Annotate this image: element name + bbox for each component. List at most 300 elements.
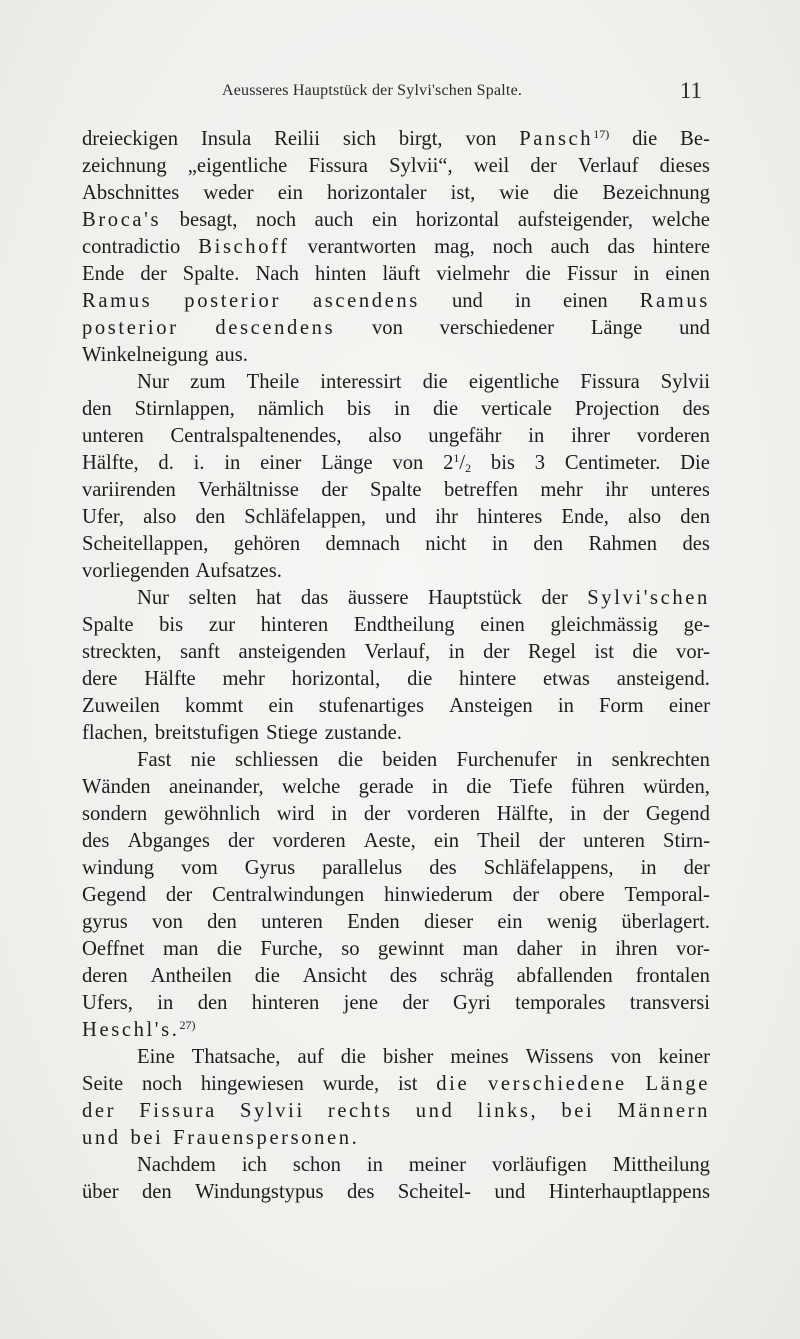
text-line [82,234,710,261]
word: den [141,1181,172,1203]
word: Bezeichnung [602,182,710,204]
word: keiner [658,1046,710,1068]
word: der [483,641,510,663]
word: vorliegenden Aufsatzes. [82,560,282,582]
word: man [462,938,499,960]
word: Enden [347,911,400,933]
word: aufsteigender, [517,209,634,231]
term-spaced: ascendens [312,290,420,312]
word: bisher [382,1046,434,1068]
word: noch [492,236,533,258]
word: der [402,992,429,1014]
word: vorderen [272,830,346,852]
word: hinteres [477,506,543,528]
word: der [538,830,566,852]
word: in [431,776,448,798]
word: contradictio [82,236,181,258]
word: des [682,398,710,420]
word: die [254,965,280,987]
word: Gyri [453,992,491,1014]
word: des [389,965,418,987]
term-spaced: Fissura [139,1100,217,1122]
author-name: Sylvi'schen [587,587,710,609]
text-line [82,153,710,180]
text-line [82,963,710,990]
word: horizontaler [327,182,427,204]
term-spaced: Sylvii [239,1100,305,1122]
page-number: 11 [679,78,702,103]
word: etwas [543,668,590,690]
word: welche [651,209,710,231]
word: ihren [615,938,658,960]
word: mag, [434,236,475,258]
word: ungefähr [428,425,502,447]
word: Länge [590,317,643,339]
word: welche [281,776,341,798]
footnote-ref: 17) [593,127,610,141]
text-line [82,1017,710,1044]
word: vor- [675,938,710,960]
text-line [82,1152,710,1179]
word: ist [594,641,614,663]
word: auch [550,236,590,258]
word: der [228,830,255,852]
text-line [82,531,710,558]
body-text [82,126,710,1206]
word: d. [158,452,174,474]
word: variirenden [82,479,176,501]
word: die [407,668,433,690]
word: Furchenufer [456,749,558,771]
word: unteres [650,479,710,501]
word: besagt, [179,209,238,231]
word: ihr [435,506,459,528]
word: den [197,992,228,1014]
term-spaced: rechts [327,1100,393,1122]
word: bis [490,452,515,474]
word: einer [668,695,710,717]
word: gewinnt [377,938,445,960]
word: einer [260,452,302,474]
word: transversi [629,992,710,1014]
word: unteren [82,425,144,447]
text-line [82,261,710,288]
word: in [528,425,545,447]
word: schon [292,1154,341,1176]
text-line [82,369,710,396]
word: gerade [358,776,414,798]
word: in [633,263,650,285]
word: und [385,506,417,528]
text-line [82,1098,710,1125]
word: in [580,938,597,960]
word: der [140,263,167,285]
word: gewöhnlich [163,803,260,825]
word: windung [82,857,155,879]
word: Eine [137,1046,175,1068]
word: ist [397,1073,418,1095]
word: meines [450,1046,509,1068]
term-spaced: posterior [82,317,179,339]
word: läuft [382,263,421,285]
word: streckten, [82,641,162,663]
term-spaced: Männern [617,1100,710,1122]
word: Ansicht [302,965,367,987]
word: verantworten [307,236,417,258]
word: und [679,317,710,339]
word: auch [314,209,354,231]
word: Spalte [82,614,134,636]
word: sondern [82,803,148,825]
word: vorläufigen [491,1154,587,1176]
word: Ansteigen [449,695,533,717]
word: hinwiederum [384,884,493,906]
word: Oeffnet [82,938,145,960]
word: Abschnittes [82,182,180,204]
word: der [683,857,710,879]
word: jene [343,992,378,1014]
word: vorderen [636,425,710,447]
word: bis [159,614,184,636]
word: Form [599,695,644,717]
term-spaced: verschiedene [488,1073,627,1095]
word: Ufer, [82,506,125,528]
word: vielmehr [436,263,510,285]
word: Gegend [645,803,710,825]
term-spaced: bei [561,1100,595,1122]
word: Hauptstück [428,587,522,609]
word: Scheitellappen, [82,533,209,555]
word: aneinander, [168,776,264,798]
word: gleichmässig [550,614,658,636]
word: wenig [546,911,598,933]
text-line [82,666,710,693]
word: mehr [540,479,583,501]
word: ist, [450,182,476,204]
word: die [525,263,551,285]
author-name: Heschl's. [82,1019,180,1041]
word: des [346,1181,375,1203]
word: Hälfte [144,668,196,690]
word: verticale [481,398,552,420]
word: in [366,1154,383,1176]
word: selten [188,587,237,609]
text-line [82,315,710,342]
word: Schläfelappens, [483,857,614,879]
word: Mittheilung [612,1154,710,1176]
text-line [82,180,710,207]
word: den [207,911,237,933]
word: unteren [583,830,645,852]
word: der [530,155,557,177]
text-line [82,126,710,153]
word: die [632,641,658,663]
word: in [393,398,410,420]
word: Die [680,452,710,474]
word: der [165,884,193,906]
term-spaced: Ramus [82,290,153,312]
word: obere [558,884,605,906]
word: interessirt [320,371,402,393]
word: Projection [574,398,660,420]
word: einen [563,290,608,312]
word: Ende [82,263,125,285]
word: ein [277,182,303,204]
text-line [82,720,710,747]
word: einen [665,263,710,285]
page-header [82,78,710,112]
text-line [82,909,710,936]
word: die [337,749,363,771]
word: der [321,479,348,501]
word: und [451,290,483,312]
word: bis [346,398,372,420]
word: Nur [137,371,170,393]
word: der [541,587,568,609]
word: horizontal, [291,668,381,690]
word: in [557,695,574,717]
term-spaced: descendens [215,317,336,339]
word: ein [433,830,460,852]
word: Abganges [127,830,210,852]
word: parallelus [322,857,403,879]
word: Nur [137,587,170,609]
word: Länge [321,452,373,474]
word: Regel [527,641,576,663]
term-spaced: posterior [184,290,281,312]
word: Stirnlappen, [134,398,235,420]
word: die [340,1046,366,1068]
word: hat [256,587,282,609]
word: wird [276,803,315,825]
word: Windungstypus [195,1181,324,1203]
word: betreffen [443,479,518,501]
word: Be- [680,128,710,150]
word: weil [473,155,510,177]
text-line [82,477,710,504]
word: mehr [222,668,265,690]
word: Tiefe [509,776,553,798]
author-name: Bischoff [198,236,290,258]
word: Verhältnisse [198,479,299,501]
mixed-fraction: $2^1/_2$ [443,451,472,475]
word: Wissens [525,1046,594,1068]
word: dieser [423,911,474,933]
word: Theil [477,830,521,852]
word: flachen, breitstufigen Stiege zustande. [82,722,402,744]
word: „eigentliche [187,155,288,177]
word: Centralspaltenendes, [170,425,342,447]
word: Winkelneigung aus. [82,344,248,366]
word: Ufers, [82,992,133,1014]
word: einen [480,614,525,636]
word: noch [141,1073,183,1095]
word: des [682,533,710,555]
word: der [512,884,539,906]
text-line [82,396,710,423]
word: Centimeter. [564,452,661,474]
word: zum [190,371,226,393]
word: man [162,938,199,960]
text-line [82,1044,710,1071]
text-line [82,585,710,612]
word: meiner [408,1154,466,1176]
word: Hälfte, [82,452,139,474]
text-line [82,855,710,882]
text-line [82,828,710,855]
word: ihr [605,479,629,501]
word: demnach [325,533,400,555]
word: den [195,506,226,528]
text-line [82,1179,710,1206]
word: den [533,533,564,555]
word: der [602,803,630,825]
author-name: Pansch [519,128,594,150]
text-line [82,747,710,774]
word: beiden [382,749,438,771]
word: Hälfte, [496,803,554,825]
word: wurde, [322,1073,380,1095]
word: in [331,803,348,825]
word: noch [256,209,297,231]
author-name: Broca's [82,209,162,231]
word: hingewiesen [200,1073,304,1095]
word: ich [241,1154,267,1176]
word: birgt, [398,128,443,150]
text-line [82,450,710,477]
word: auf [297,1046,324,1068]
word: frontalen [635,965,710,987]
word: Zuweilen [82,695,160,717]
word: Fast [137,749,172,771]
word: 3 [534,452,546,474]
word: temporales [515,992,606,1014]
word: Fissura [580,371,640,393]
text-line [82,990,710,1017]
word: zur [208,614,236,636]
text-line [82,693,710,720]
word: Fissur [566,263,618,285]
word: wie [499,182,530,204]
word: Thatsache, [191,1046,281,1068]
text-line [82,639,710,666]
word: ein [497,911,523,933]
word: also [627,506,662,528]
word: hinteren [260,614,329,636]
word: nicht [425,533,467,555]
word: eigentliche [468,371,560,393]
word: senkrechten [611,749,710,771]
word: sich [342,128,377,150]
word: also [143,506,177,528]
word: von [392,452,424,474]
text-line [82,936,710,963]
word: deren [82,965,128,987]
term-spaced: Länge [645,1073,710,1095]
word: Hinterhauptlappens [548,1181,710,1203]
term-spaced: links, [477,1100,539,1122]
text-line [82,882,710,909]
text-line [82,207,710,234]
term-spaced: Ramus [639,290,710,312]
word: von [371,317,403,339]
word: Aeste, [363,830,416,852]
word: i. [193,452,205,474]
word: die [422,371,448,393]
word: in [224,452,241,474]
word: gehören [233,533,301,555]
word: ansteigend. [616,668,710,690]
word: die [632,128,658,150]
word: dieses [659,155,710,177]
text-line [82,288,710,315]
word: in [514,290,531,312]
word: vor- [676,641,710,663]
word: sanft [179,641,220,663]
word: dreieckigen [82,128,179,150]
term-spaced: die [436,1073,470,1095]
word: der [363,803,391,825]
word: und [494,1181,526,1203]
word: Antheilen [150,965,232,987]
text-line [82,1125,710,1152]
word: Theile [246,371,300,393]
word: Seite [82,1073,124,1095]
word: kommt [184,695,244,717]
word: Gegend [82,884,147,906]
word: hintere [652,236,710,258]
word: hinten [314,263,367,285]
word: nie [190,749,216,771]
word: Gyrus [244,857,296,879]
word: die [466,776,492,798]
word: Nachdem [137,1154,216,1176]
word: stufenartiges [318,695,425,717]
word: Centralwindungen [212,884,365,906]
word: hinteren [251,992,320,1014]
word: ein [372,209,398,231]
word: Endtheilung [353,614,455,636]
word: Spalte. [182,263,240,285]
word: zeichnung [82,155,167,177]
word: Scheitel- [397,1181,472,1203]
word: Wänden [82,776,151,798]
term-spaced: und [415,1100,455,1122]
word: ein [268,695,294,717]
word: äussere [347,587,409,609]
word: ansteigenden [238,641,346,663]
word: weder [203,182,254,204]
word: ge- [683,614,710,636]
word: nämlich [257,398,325,420]
word: Nach [255,263,299,285]
word: vom [181,857,218,879]
word: in [640,857,657,879]
text-line [82,558,710,585]
word: Temporal- [624,884,710,906]
word: des [82,830,110,852]
word: des [429,857,457,879]
word: Verlauf, [364,641,431,663]
word: schliessen [235,749,319,771]
word: also [368,425,402,447]
word: Stirn- [663,830,710,852]
word: Sylvii [660,371,710,393]
term-spaced: und bei Frauenspersonen. [82,1127,360,1149]
text-line [82,504,710,531]
footnote-ref: 27) [179,1018,196,1032]
word: Ende, [561,506,609,528]
